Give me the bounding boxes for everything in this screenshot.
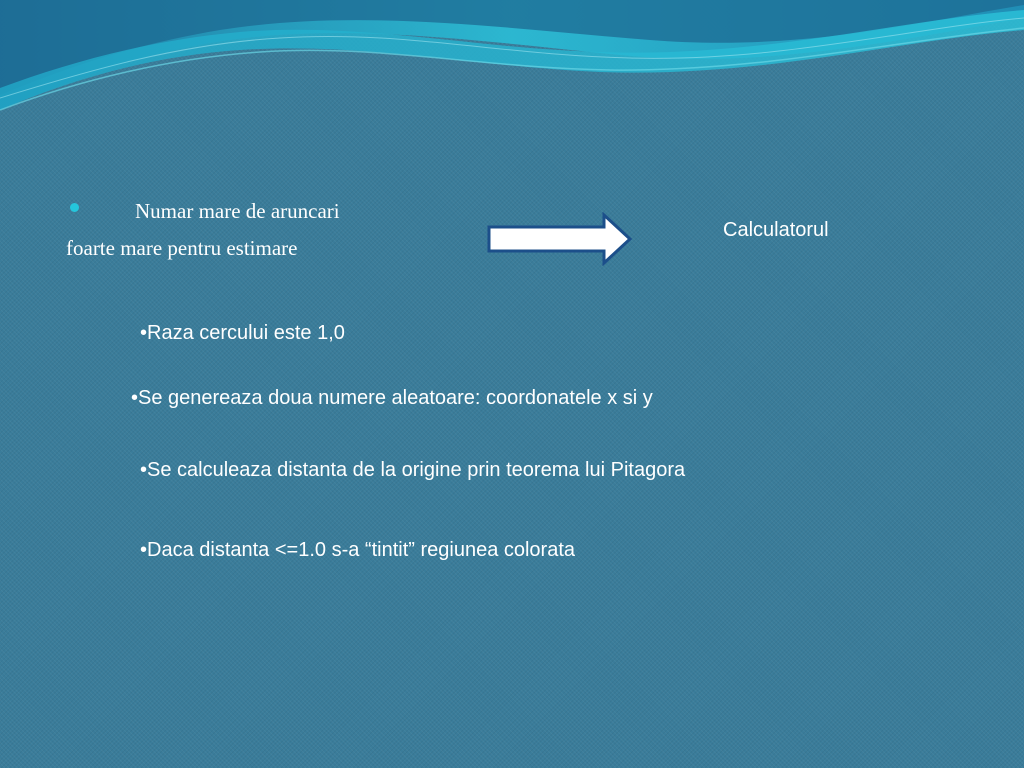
header-wave-decoration [0, 0, 1024, 130]
bullet-point-radius: •Raza cercului este 1,0 [140, 322, 345, 344]
bullet-point-random-numbers: •Se genereaza doua numere aleatoare: coordonatele x si y [131, 387, 653, 409]
bullet-point-distance: •Se calculeaza distanta de la origine prin teorema lui Pitagora [140, 459, 686, 481]
calculator-label: Calculatorul [723, 219, 829, 241]
slide-title-line2: foarte mare pentru estimare [66, 236, 298, 260]
bullet-point-hit-region: •Daca distanta <=1.0 s-a “tintit” regiunea colorata [140, 539, 576, 561]
bullet-dot-icon [70, 203, 79, 212]
right-arrow-icon [486, 212, 634, 266]
slide-title-line1: Numar mare de aruncari [135, 199, 340, 223]
